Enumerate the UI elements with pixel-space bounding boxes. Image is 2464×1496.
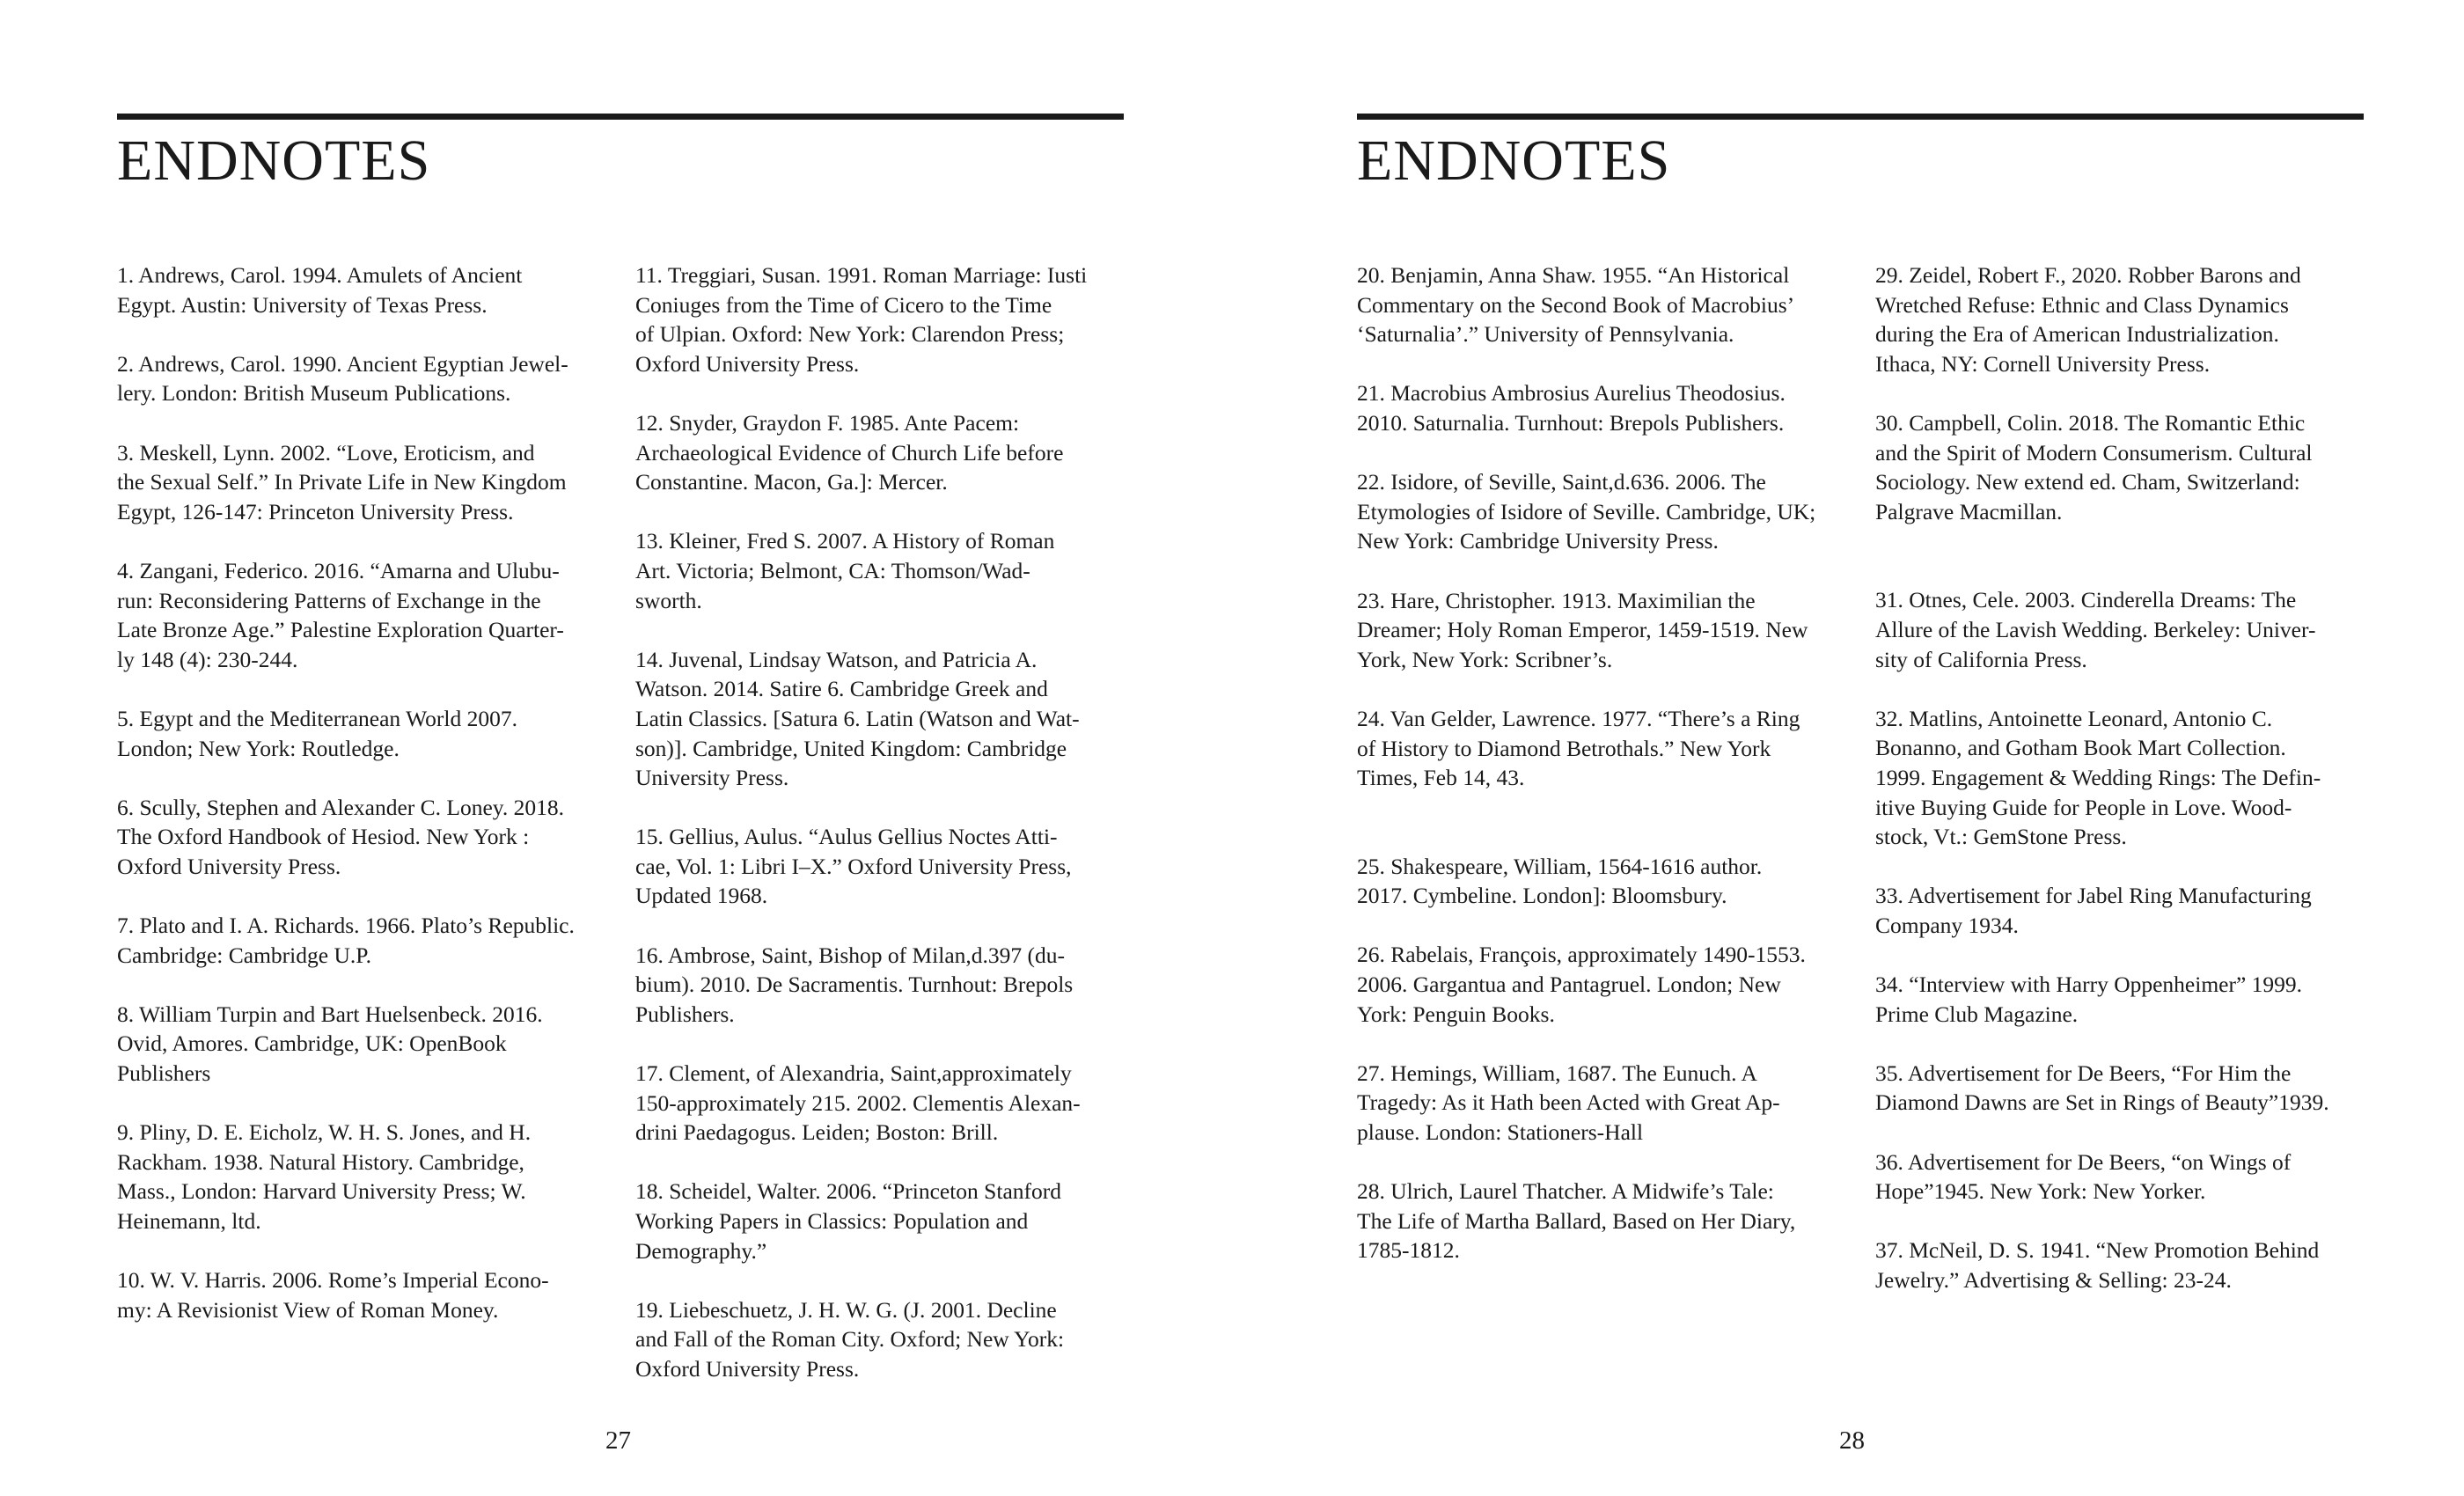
endnote-34: 34. “Interview with Harry Oppenheimer” 1999. Prime Club Magazine. [1875, 972, 2303, 1027]
page-title: ENDNOTES [1357, 128, 1671, 193]
endnotes-column-2 [635, 260, 1128, 1413]
endnote-21: 21. Macrobius Ambrosius Aurelius Theodosius. 2010. Saturnalia. Turnhout: Brepols Publishers. [1357, 380, 1786, 436]
endnote-26: 26. Rabelais, François, approximately 1490-1553. 2006. Gargantua and Pantagruel. London; New York: Penguin Books. [1357, 942, 1806, 1027]
endnote-23: 23. Hare, Christopher. 1913. Maximilian the Dreamer; Holy Roman Emperor, 1459-1519. New York, New York: Scribner’s. [1357, 587, 1808, 672]
endnote-22: 22. Isidore, of Seville, Saint,d.636. 2006. The Etymologies of Isidore of Seville. Cambridge, UK; New York: Cambridge University Press. [1357, 469, 1816, 554]
endnote-24: 24. Van Gelder, Lawrence. 1977. “There’s a Ring of History to Diamond Betrothals.” New York Times, Feb 14, 43. [1357, 705, 1800, 791]
endnote-15: 15. Gellius, Aulus. “Aulus Gellius Noctes Atti- cae, Vol. 1: Libri I–X.” Oxford University Press, Updated 1968. [635, 824, 1072, 909]
endnote-8: 8. William Turpin and Bart Huelsenbeck. 2016. Ovid, Amores. Cambridge, UK: OpenBook Publishers [117, 1001, 543, 1087]
endnote-27: 27. Hemings, William, 1687. The Eunuch. A Tragedy: As it Hath been Acted with Great Ap- plause. London: Stationers-Hall [1357, 1060, 1780, 1146]
page-title: ENDNOTES [117, 128, 431, 193]
endnote-31: 31. Otnes, Cele. 2003. Cinderella Dreams: The Allure of the Lavish Wedding. Berkeley: Univer- sity of California Press. [1875, 587, 2316, 672]
endnote-11: 11. Treggiari, Susan. 1991. Roman Marriage: Iusti Coniuges from the Time of Cicero to the Time of Ulpian. Oxford: New York: Clarendon Press; Oxford University Press. [635, 262, 1088, 377]
endnote-18: 18. Scheidel, Walter. 2006. “Princeton Stanford Working Papers in Classics: Population and Demography.” [635, 1178, 1062, 1264]
endnote-35: 35. Advertisement for De Beers, “For Him the Diamond Dawns are Set in Rings of Beauty”1939. [1875, 1060, 2329, 1116]
endnote-16: 16. Ambrose, Saint, Bishop of Milan,d.397 (du- bium). 2010. De Sacramentis. Turnhout: Brepols Publishers. [635, 942, 1074, 1027]
endnote-30: 30. Campbell, Colin. 2018. The Romantic Ethic and the Spirit of Modern Consumerism. Cultural Sociology. New extend ed. Cham, Switzerland: Palgrave Macmillan. [1875, 409, 2313, 524]
endnote-3: 3. Meskell, Lynn. 2002. “Love, Eroticism, and the Sexual Self.” In Private Life in New Kingdom Egypt, 126-147: Princeton University Press. [117, 439, 567, 524]
page-number: 28 [1839, 1426, 1865, 1455]
endnotes-column-2 [1875, 260, 2368, 1324]
endnotes-column-1 [1357, 260, 1850, 1295]
endnote-14: 14. Juvenal, Lindsay Watson, and Patricia A. Watson. 2014. Satire 6. Cambridge Greek and Latin Classics. [Satura 6. Latin (Watson and Wat- son)]. Cambridge, United Kingdom: Cambridge University Press. [635, 646, 1080, 791]
endnote-4: 4. Zangani, Federico. 2016. “Amarna and Ulubu- run: Reconsidering Patterns of Exchange in the Late Bronze Age.” Palestine Exploration Quarter- ly 148 (4): 230-244. [117, 557, 564, 672]
endnote-20: 20. Benjamin, Anna Shaw. 1955. “An Historical Commentary on the Second Book of Macrobius’ ‘Saturnalia’.” University of Pennsylvania. [1357, 262, 1795, 348]
endnote-32: 32. Matlins, Antoinette Leonard, Antonio C. Bonanno, and Gotham Book Mart Collection. 1999. Engagement & Wedding Rings: The Defin- itive Buying Guide for People in Love. Wood- stock, Vt.: GemStone Press. [1875, 705, 2321, 850]
endnote-25: 25. Shakespeare, William, 1564-1616 author. 2017. Cymbeline. London]: Bloomsbury. [1357, 853, 1763, 909]
endnote-12: 12. Snyder, Graydon F. 1985. Ante Pacem: Archaeological Evidence of Church Life before Constantine. Macon, Ga.]: Mercer. [635, 409, 1064, 495]
header-rule [1357, 114, 2364, 120]
endnote-13: 13. Kleiner, Fred S. 2007. A History of Roman Art. Victoria; Belmont, CA: Thomson/Wad- sworth. [635, 528, 1055, 613]
endnote-2: 2. Andrews, Carol. 1990. Ancient Egyptian Jewel- lery. London: British Museum Publications. [117, 350, 568, 407]
endnote-9: 9. Pliny, D. E. Eicholz, W. H. S. Jones, and H. Rackham. 1938. Natural History. Cambridge, Mass., London: Harvard University Press; W. Heinemann, ltd. [117, 1119, 532, 1234]
endnote-7: 7. Plato and I. A. Richards. 1966. Plato’s Republic. Cambridge: Cambridge U.P. [117, 913, 575, 968]
endnote-29: 29. Zeidel, Robert F., 2020. Robber Barons and Wretched Refuse: Ethnic and Class Dynamics during the Era of American Industrialization. Ithaca, NY: Cornell University Press. [1875, 262, 2301, 377]
endnote-1: 1. Andrews, Carol. 1994. Amulets of Ancient Egypt. Austin: University of Texas Press. [117, 262, 523, 318]
endnote-36: 36. Advertisement for De Beers, “on Wings of Hope”1945. New York: New Yorker. [1875, 1148, 2292, 1205]
endnote-19: 19. Liebeschuetz, J. H. W. G. (J. 2001. Decline and Fall of the Roman City. Oxford; New York: Oxford University Press. [635, 1296, 1065, 1382]
endnote-5: 5. Egypt and the Mediterranean World 2007. London; New York: Routledge. [117, 705, 517, 761]
endnote-33: 33. Advertisement for Jabel Ring Manufacturing Company 1934. [1875, 883, 2312, 938]
page-number: 27 [605, 1426, 631, 1455]
endnote-37: 37. McNeil, D. S. 1941. “New Promotion Behind Jewelry.” Advertising & Selling: 23-24. [1875, 1237, 2320, 1293]
endnote-17: 17. Clement, of Alexandria, Saint,approximately 150-approximately 215. 2002. Clementis Alexan- drini Paedagogus. Leiden; Boston: Brill. [635, 1060, 1081, 1146]
endnote-28: 28. Ulrich, Laurel Thatcher. A Midwife’s Tale: The Life of Martha Ballard, Based on Her Diary, 1785-1812. [1357, 1178, 1796, 1264]
endnotes-column-1 [117, 260, 610, 1354]
right-page [1232, 0, 2464, 1496]
endnote-6: 6. Scully, Stephen and Alexander C. Loney. 2018. The Oxford Handbook of Hesiod. New York : Oxford University Press. [117, 794, 565, 879]
endnote-10: 10. W. V. Harris. 2006. Rome’s Imperial Econo- my: A Revisionist View of Roman Money. [117, 1267, 549, 1323]
header-rule [117, 114, 1124, 120]
